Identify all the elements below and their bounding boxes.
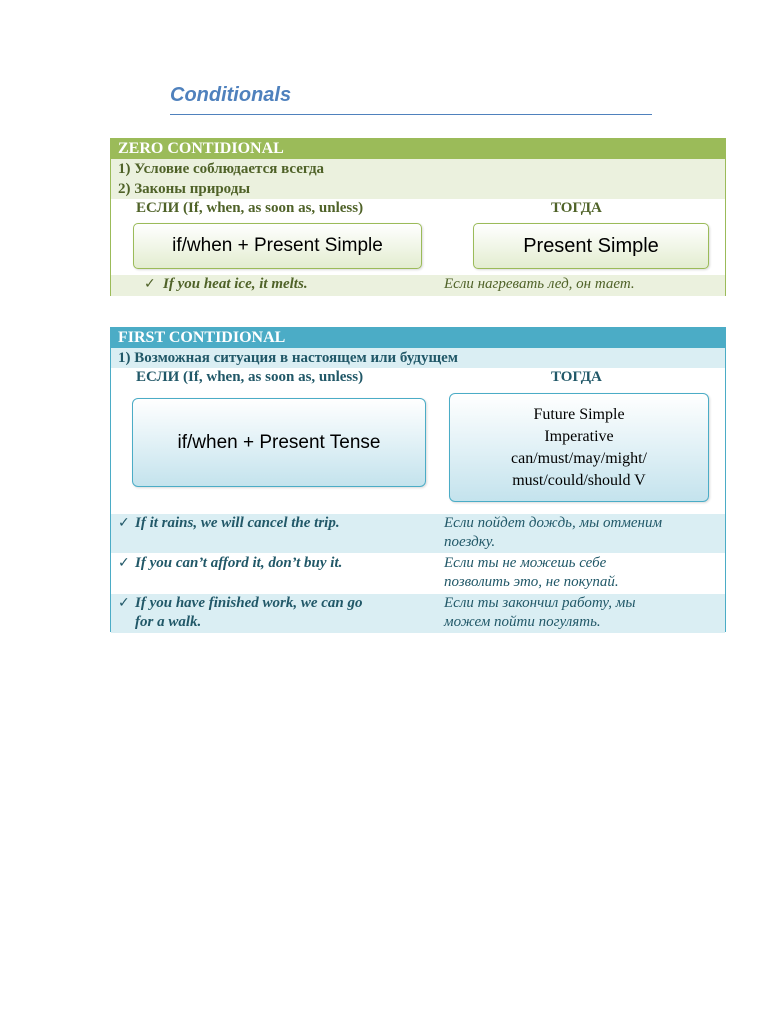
zero-if-label: ЕСЛИ (If, when, as soon as, unless) [136, 200, 364, 216]
first-example-1-ru-line-1: Если пойдет дождь, мы отменим [444, 515, 663, 531]
zero-then-label: ТОГДА [551, 200, 602, 216]
zero-if-formula-box [133, 223, 422, 269]
zero-then-formula: Present Simple [523, 234, 659, 257]
first-then-line-4: must/could/should V [512, 471, 646, 489]
first-condition-labels [111, 368, 725, 388]
zero-rule-2: 2) Законы природы [111, 179, 725, 199]
first-example-1-en: If it rains, we will cancel the trip. [135, 515, 340, 531]
first-example-row-3 [111, 593, 725, 633]
first-example-2-ru-line-1: Если ты не можешь себе [444, 555, 607, 571]
zero-example-en: If you heat ice, it melts. [163, 276, 308, 292]
first-if-formula: if/when + Present Tense [177, 431, 381, 453]
first-then-formula-box [449, 393, 709, 502]
zero-rule-1: 1) Условие соблюдается всегда [111, 159, 725, 179]
check-icon: ✓ [118, 595, 130, 611]
first-example-2-ru-line-2: позволить это, не покупай. [444, 574, 619, 590]
first-formula-area [111, 388, 725, 513]
first-if-label: ЕСЛИ (If, when, as soon as, unless) [136, 369, 364, 385]
first-then-line-3: can/must/may/might/ [511, 449, 647, 467]
zero-formula-area [111, 219, 725, 275]
zero-example-row [111, 275, 725, 296]
first-example-3-ru-line-1: Если ты закончил работу, мы [444, 595, 636, 611]
check-icon: ✓ [144, 276, 156, 292]
first-conditional-table [110, 327, 726, 632]
first-then-line-2: Imperative [544, 427, 614, 445]
check-icon: ✓ [118, 555, 130, 571]
first-then-label: ТОГДА [551, 369, 602, 385]
zero-conditional-table [110, 138, 726, 296]
zero-condition-labels [111, 199, 725, 219]
first-then-line-1: Future Simple [533, 405, 625, 423]
check-icon: ✓ [118, 515, 130, 531]
zero-header: ZERO CONTIDIONAL [111, 139, 725, 159]
first-if-formula-box [132, 398, 426, 487]
title-underline [170, 114, 652, 115]
first-example-3-en-line-2: for a walk. [135, 614, 202, 630]
first-header: FIRST CONTIDIONAL [111, 328, 725, 348]
first-example-2-en: If you can’t afford it, don’t buy it. [135, 555, 343, 571]
first-example-1-ru-line-2: поездку. [444, 534, 496, 550]
first-rule-1: 1) Возможная ситуация в настоящем или будущем [111, 348, 725, 368]
first-example-3-en-line-1: If you have finished work, we can go [135, 595, 363, 611]
first-example-row-2 [111, 553, 725, 593]
zero-then-formula-box [473, 223, 709, 269]
zero-example-ru: Если нагревать лед, он тает. [444, 276, 635, 292]
first-example-3-ru-line-2: можем пойти погулять. [444, 614, 601, 630]
first-example-row-1 [111, 513, 725, 553]
zero-if-formula: if/when + Present Simple [172, 235, 383, 256]
page-title: Conditionals [170, 84, 292, 106]
